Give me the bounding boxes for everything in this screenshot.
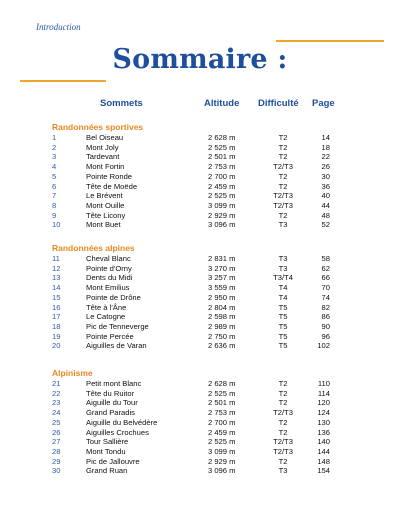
table-row [0, 133, 400, 143]
altitude-value: 2 700 m [208, 417, 236, 427]
row-number: 27 [52, 437, 61, 447]
altitude-value: 3 559 m [208, 283, 236, 293]
summit-name: Tête du Ruitor [86, 388, 135, 398]
row-number: 3 [52, 152, 57, 162]
altitude-value: 2 989 m [208, 321, 236, 331]
table-header [0, 98, 400, 112]
page-number: 114 [317, 388, 330, 398]
altitude-value: 3 099 m [208, 200, 236, 210]
page-number: 90 [321, 321, 330, 331]
summit-name: Mont Ouille [86, 200, 125, 210]
row-number: 22 [52, 388, 61, 398]
page-title: Sommaire : [112, 44, 288, 75]
table-row [0, 273, 400, 283]
altitude-value: 3 099 m [208, 446, 236, 456]
table-row [0, 220, 400, 230]
difficulty-value: T2/T3 [273, 437, 293, 447]
summit-name: Pointe Ronde [86, 171, 133, 181]
row-number: 5 [52, 171, 57, 181]
summit-name: Pointe Percée [86, 331, 134, 341]
table-row [0, 466, 400, 476]
page-number: 18 [321, 142, 330, 152]
difficulty-value: T2 [278, 142, 288, 152]
row-number: 23 [52, 398, 61, 408]
summit-name: Grand Ruan [86, 466, 128, 476]
difficulty-value: T5 [278, 331, 288, 341]
column-header-sommets: Sommets [100, 98, 143, 109]
table-row [0, 293, 400, 303]
table-row [0, 162, 400, 172]
row-number: 6 [52, 181, 57, 191]
summit-name: Le Brévent [86, 191, 123, 201]
altitude-value: 2 459 m [208, 427, 236, 437]
altitude-value: 2 636 m [208, 341, 236, 351]
altitude-value: 3 257 m [208, 273, 236, 283]
difficulty-value: T3 [278, 466, 288, 476]
difficulty-value: T2 [278, 398, 288, 408]
summit-name: Mont Fortin [86, 162, 125, 172]
summit-name: Petit mont Blanc [86, 379, 142, 388]
difficulty-value: T5 [278, 302, 288, 312]
table-row [0, 322, 400, 332]
difficulty-value: T2/T3 [273, 408, 293, 418]
summit-name: Aiguilles Crochues [86, 427, 149, 437]
decorative-rule-top [276, 40, 384, 42]
difficulty-value: T2 [278, 133, 288, 142]
summit-name: Mont Buet [86, 220, 121, 230]
table-row [0, 447, 400, 457]
altitude-value: 2 628 m [208, 133, 236, 142]
summit-name: Pointe d'Orny [86, 263, 132, 273]
altitude-value: 2 753 m [208, 408, 236, 418]
summit-name: Grand Paradis [86, 408, 135, 418]
section-title: Alpinisme [52, 368, 93, 378]
page-number: 102 [317, 341, 330, 351]
row-number: 20 [52, 341, 61, 351]
altitude-value: 3 270 m [208, 263, 236, 273]
altitude-value: 2 628 m [208, 379, 236, 388]
altitude-value: 2 804 m [208, 302, 236, 312]
altitude-value: 2 929 m [208, 456, 236, 466]
column-header-difficulte: Difficulté [258, 98, 299, 109]
page-number: 148 [317, 456, 330, 466]
table-row [0, 152, 400, 162]
summit-name: Aiguille du Tour [86, 398, 138, 408]
difficulty-value: T5 [278, 321, 288, 331]
column-header-page: Page [312, 98, 335, 109]
row-number: 7 [52, 191, 57, 201]
altitude-value: 2 750 m [208, 331, 236, 341]
table-row [0, 457, 400, 467]
page-number: 14 [321, 133, 330, 142]
difficulty-value: T5 [278, 312, 288, 322]
difficulty-value: T2/T3 [273, 200, 293, 210]
page-number: 70 [321, 283, 330, 293]
difficulty-value: T2 [278, 152, 288, 162]
row-number: 10 [52, 220, 61, 230]
summit-name: Dents du Midi [86, 273, 133, 283]
difficulty-value: T5 [278, 341, 288, 351]
table-row [0, 379, 400, 389]
row-number: 4 [52, 162, 57, 172]
summit-name: Pic de Tenneverge [86, 321, 149, 331]
difficulty-value: T2 [278, 379, 288, 388]
difficulty-value: T2/T3 [273, 191, 293, 201]
row-number: 11 [52, 254, 60, 263]
difficulty-value: T2 [278, 417, 288, 427]
section-title: Randonnées sportives [52, 122, 144, 132]
table-row [0, 418, 400, 428]
row-number: 2 [52, 142, 57, 152]
table-row [0, 182, 400, 192]
page-number: 44 [321, 200, 330, 210]
altitude-value: 2 459 m [208, 181, 236, 191]
table-row [0, 254, 400, 264]
altitude-value: 2 831 m [208, 254, 236, 263]
difficulty-value: T2 [278, 171, 288, 181]
summit-name: Tête Licony [86, 210, 126, 220]
row-number: 13 [52, 273, 61, 283]
table-row [0, 332, 400, 342]
altitude-value: 2 598 m [208, 312, 236, 322]
table-row [0, 312, 400, 322]
page-number: 30 [321, 171, 330, 181]
page-number: 40 [321, 191, 330, 201]
row-number: 8 [52, 200, 57, 210]
row-number: 15 [52, 292, 61, 302]
altitude-value: 2 501 m [208, 152, 236, 162]
section-label: Introduction [36, 22, 81, 32]
table-row [0, 428, 400, 438]
page-number: 96 [321, 331, 330, 341]
page-number: 66 [321, 273, 330, 283]
difficulty-value: T4 [278, 292, 288, 302]
page-number: 144 [317, 446, 330, 456]
section-title: Randonnées alpines [52, 243, 135, 253]
page-number: 52 [321, 220, 330, 230]
difficulty-value: T2 [278, 210, 288, 220]
difficulty-value: T2 [278, 388, 288, 398]
summit-name: Mont Emilius [86, 283, 130, 293]
decorative-rule-bottom [20, 80, 106, 82]
row-number: 18 [52, 321, 61, 331]
page-number: 140 [317, 437, 330, 447]
altitude-value: 2 753 m [208, 162, 236, 172]
table-row [0, 264, 400, 274]
page-number: 58 [321, 254, 330, 263]
column-header-altitude: Altitude [204, 98, 240, 109]
row-number: 17 [52, 312, 61, 322]
page-number: 26 [321, 162, 330, 172]
row-number: 16 [52, 302, 61, 312]
page-number: 130 [317, 417, 330, 427]
row-number: 12 [52, 263, 61, 273]
page-number: 74 [321, 292, 330, 302]
difficulty-value: T4 [278, 283, 288, 293]
row-number: 29 [52, 456, 61, 466]
altitude-value: 2 525 m [208, 191, 236, 201]
difficulty-value: T2 [278, 456, 288, 466]
summit-name: Mont Joly [86, 142, 119, 152]
row-number: 24 [52, 408, 61, 418]
summit-name: Tête à l'Âne [86, 302, 127, 312]
table-row [0, 303, 400, 313]
row-number: 25 [52, 417, 61, 427]
row-number: 1 [52, 133, 57, 142]
summit-name: Tardevant [86, 152, 120, 162]
table-row [0, 408, 400, 418]
altitude-value: 2 950 m [208, 292, 236, 302]
table-row [0, 437, 400, 447]
summit-name: Pic de Jallouvre [86, 456, 140, 466]
summit-name: Tête de Moëde [86, 181, 138, 191]
row-number: 26 [52, 427, 61, 437]
page-number: 86 [321, 312, 330, 322]
difficulty-value: T2 [278, 181, 288, 191]
page-number: 36 [321, 181, 330, 191]
altitude-value: 2 525 m [208, 142, 236, 152]
page-number: 48 [321, 210, 330, 220]
row-number: 21 [52, 379, 61, 388]
altitude-value: 2 501 m [208, 398, 236, 408]
difficulty-value: T2/T3 [273, 446, 293, 456]
page-number: 154 [317, 466, 330, 476]
difficulty-value: T3 [278, 263, 288, 273]
row-number: 19 [52, 331, 61, 341]
table-row [0, 201, 400, 211]
table-row [0, 172, 400, 182]
page-number: 62 [321, 263, 330, 273]
summit-name: Cheval Blanc [86, 254, 131, 263]
page-number: 22 [321, 152, 330, 162]
row-number: 28 [52, 446, 61, 456]
table-row [0, 143, 400, 153]
table-row [0, 191, 400, 201]
summit-name: Le Catogne [86, 312, 126, 322]
page-number: 136 [317, 427, 330, 437]
page-number: 120 [317, 398, 330, 408]
page-number: 110 [317, 379, 330, 388]
difficulty-value: T2/T3 [273, 162, 293, 172]
summit-name: Bel Oiseau [86, 133, 124, 142]
page-number: 124 [317, 408, 330, 418]
altitude-value: 2 700 m [208, 171, 236, 181]
altitude-value: 2 525 m [208, 388, 236, 398]
table-row [0, 341, 400, 351]
difficulty-value: T3 [278, 254, 288, 263]
altitude-value: 2 929 m [208, 210, 236, 220]
page-number: 82 [321, 302, 330, 312]
row-number: 9 [52, 210, 57, 220]
table-row [0, 389, 400, 399]
table-row [0, 211, 400, 221]
table-row [0, 283, 400, 293]
summit-name: Aiguilles de Varan [86, 341, 147, 351]
altitude-value: 3 096 m [208, 466, 236, 476]
summit-name: Pointe de Drône [86, 292, 141, 302]
difficulty-value: T3/T4 [273, 273, 293, 283]
summit-name: Tour Sallière [86, 437, 129, 447]
summit-name: Aiguille du Belvédère [86, 417, 158, 427]
row-number: 14 [52, 283, 61, 293]
row-number: 30 [52, 466, 61, 476]
difficulty-value: T3 [278, 220, 288, 230]
altitude-value: 2 525 m [208, 437, 236, 447]
table-row [0, 398, 400, 408]
difficulty-value: T2 [278, 427, 288, 437]
altitude-value: 3 096 m [208, 220, 236, 230]
summit-name: Mont Tondu [86, 446, 126, 456]
